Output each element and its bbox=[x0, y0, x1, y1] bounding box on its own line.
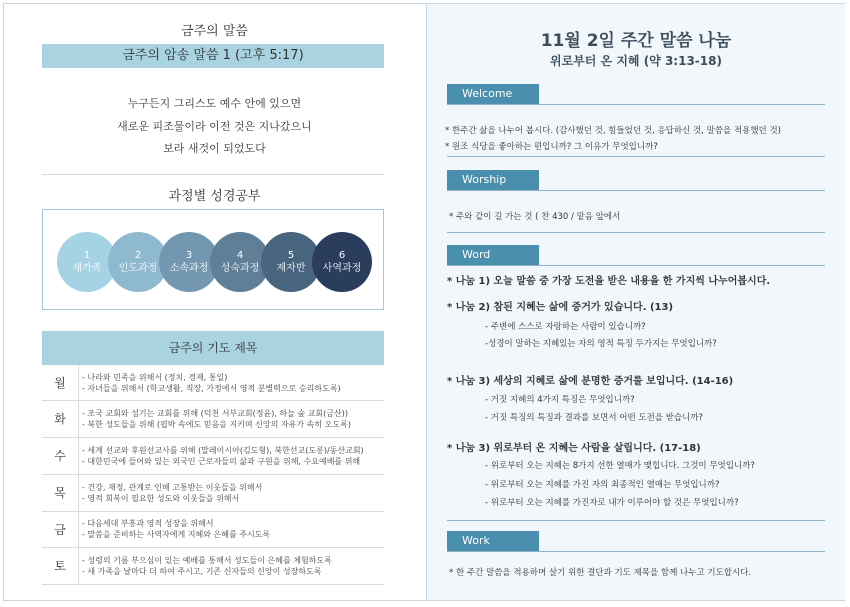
work-line: * 한 주간 말씀을 적용하며 살기 위한 결단과 기도 제목을 함께 나누고 기도합시다. bbox=[449, 568, 752, 578]
prayer-item: - 말씀을 준비하는 사역자에게 지혜와 은혜를 주시도록 bbox=[82, 530, 271, 539]
course-num: 3 bbox=[185, 250, 193, 261]
prayer-row bbox=[42, 365, 384, 401]
prayer-items bbox=[82, 437, 384, 474]
prayer-items bbox=[82, 400, 384, 437]
verse-line-3: 보라 새것이 되었도다 bbox=[163, 142, 266, 155]
divider bbox=[447, 156, 825, 157]
prayer-items bbox=[82, 511, 384, 547]
prayer-day: 목 bbox=[42, 474, 79, 511]
prayer-row bbox=[42, 547, 384, 585]
course-name: 제자반 bbox=[276, 263, 306, 274]
tab-underline bbox=[447, 190, 825, 191]
prayer-item: - 조국 교회와 섬기는 교회를 위해 (덕천 서부교회(정윤), 하늘 숲 교회(금산)) bbox=[82, 408, 348, 418]
word-question-4: * 나눔 3) 위로부터 온 지혜는 사람을 살립니다. (17-18) bbox=[447, 443, 701, 454]
tab-underline bbox=[447, 265, 825, 266]
word-q3-item-2: - 거짓 특징의 특징과 결과를 보면서 어떤 도전을 받습니까? bbox=[485, 413, 704, 423]
prayer-day: 금 bbox=[42, 511, 79, 547]
prayer-day: 수 bbox=[42, 437, 79, 474]
course-num: 1 bbox=[83, 250, 91, 261]
course-num: 5 bbox=[287, 250, 295, 261]
prayer-row bbox=[42, 400, 384, 438]
welcome-line-1: * 한주간 삶을 나누어 봅시다. (감사했던 것, 힘들었던 것, 응답하신 것, 말씀을 적용했던 것) bbox=[445, 126, 781, 136]
left-panel bbox=[4, 4, 425, 600]
worship-tab: Worship bbox=[447, 170, 539, 190]
welcome-line-2: * 원조 식당을 좋아하는 편입니까? 그 이유가 무엇입니까? bbox=[445, 142, 658, 152]
word-question-1: * 나눔 1) 오늘 말씀 중 가장 도전을 받은 내용을 한 가지씩 나누어봅시다. bbox=[447, 276, 771, 287]
course-name: 인도과정 bbox=[118, 263, 158, 274]
prayer-item: - 다음세대 부흥과 영적 성장을 위해서 bbox=[82, 519, 214, 528]
prayer-items bbox=[82, 365, 384, 400]
prayer-items bbox=[82, 547, 384, 584]
prayer-item: - 건강, 재정, 관계로 인해 고통받는 이웃들을 위해서 bbox=[82, 482, 263, 492]
prayer-item: - 대한민국에 들어와 있는 외국인 근로자들의 삶과 구원을 위해, 수요예배를 위해 bbox=[82, 456, 361, 466]
word-tab: Word bbox=[447, 245, 539, 265]
prayer-item: - 영적 회복이 필요한 성도와 이웃들을 위해서 bbox=[82, 493, 240, 503]
prayer-row bbox=[42, 437, 384, 475]
prayer-row bbox=[42, 474, 384, 512]
prayer-title: 금주의 기도 제목 bbox=[42, 331, 384, 365]
word-q2-item-2: -성경이 말하는 지혜있는 자의 영적 특징 두가지는 무엇입니까? bbox=[485, 339, 717, 349]
prayer-item: - 새 가족을 날마다 더 하여 주시고, 기존 신자들의 신앙이 성장하도록 bbox=[82, 566, 322, 576]
prayer-day: 토 bbox=[42, 547, 79, 584]
prayer-day: 화 bbox=[42, 400, 79, 437]
word-q3-item-1: - 거짓 지혜의 4가지 특징은 무엇입니까? bbox=[485, 395, 635, 405]
divider bbox=[447, 232, 825, 233]
tab-underline bbox=[447, 551, 825, 552]
tab-underline bbox=[447, 104, 825, 105]
course-box bbox=[42, 209, 384, 310]
memory-verse-bar: 금주의 암송 말씀 1 (고후 5:17) bbox=[42, 44, 384, 68]
course-circle-6 bbox=[312, 232, 372, 292]
prayer-row bbox=[42, 511, 384, 548]
worship-line: * 주와 같이 길 가는 것 ( 찬 430 / 맡음 앞에서 bbox=[449, 212, 621, 222]
course-name: 소속과정 bbox=[169, 263, 209, 274]
work-tab: Work bbox=[447, 531, 539, 551]
word-q4-item-1: - 위로부터 오는 지혜는 8가지 선한 열매가 맺힙니다. 그것이 무엇입니까? bbox=[485, 461, 755, 471]
word-q2-item-1: - 주변에 스스로 자랑하는 사람이 있습니까? bbox=[485, 322, 646, 332]
course-num: 6 bbox=[338, 250, 346, 261]
sharing-subtitle: 위로부터 온 지혜 (약 3:13-18) bbox=[550, 54, 722, 68]
prayer-item: - 북한 성도들을 위해 (핍박 속에도 믿음을 지키며 신앙의 자유가 속히 오도록) bbox=[82, 419, 351, 429]
divider bbox=[42, 174, 384, 175]
welcome-tab: Welcome bbox=[447, 84, 539, 104]
word-q4-item-3: - 위로부터 오는 지혜를 가진자로 내가 이루어야 할 것은 무엇입니까? bbox=[485, 498, 739, 508]
prayer-day: 월 bbox=[42, 365, 79, 400]
word-question-2: * 나눔 2) 참된 지혜는 삶에 증거가 있습니다. (13) bbox=[447, 302, 674, 313]
verse-line-2: 새로운 피조물이라 이전 것은 지나갔으니 bbox=[117, 120, 312, 133]
word-question-3: * 나눔 3) 세상의 지혜로 삶에 분명한 증거를 보입니다. (14-16) bbox=[447, 376, 734, 387]
course-num: 4 bbox=[236, 250, 244, 261]
verse-line-1: 누구든지 그리스도 예수 안에 있으면 bbox=[127, 97, 302, 110]
prayer-items bbox=[82, 474, 384, 511]
weekly-word-title: 금주의 말씀 bbox=[181, 24, 248, 39]
course-name: 성숙과정 bbox=[220, 263, 260, 274]
course-name: 사역과정 bbox=[322, 263, 362, 274]
course-num: 2 bbox=[134, 250, 142, 261]
word-q4-item-2: - 위로부터 오는 지혜를 가진 자의 최종적인 열매는 무엇입니까? bbox=[485, 480, 720, 490]
course-title: 과정별 성경공부 bbox=[168, 189, 261, 204]
course-name: 새가족 bbox=[72, 263, 102, 274]
prayer-item: - 자녀들을 위해서 (학교생활, 직장, 가정에서 영적 분별력으로 승리하도록) bbox=[82, 383, 341, 393]
prayer-item: - 세계 선교와 후원선교사를 위해 (말레이시아(김도형), 북한선교(도롱)/동산교회) bbox=[82, 445, 364, 455]
sharing-title: 11월 2일 주간 말씀 나눔 bbox=[540, 31, 732, 51]
prayer-item: - 나라와 민족을 위해서 (정치, 경제, 통일) bbox=[82, 372, 228, 382]
divider bbox=[447, 520, 825, 521]
right-panel bbox=[426, 4, 845, 600]
prayer-item: - 성령의 기름 부으심이 있는 예배를 통해서 성도들이 은혜를 체험하도록 bbox=[82, 555, 332, 565]
